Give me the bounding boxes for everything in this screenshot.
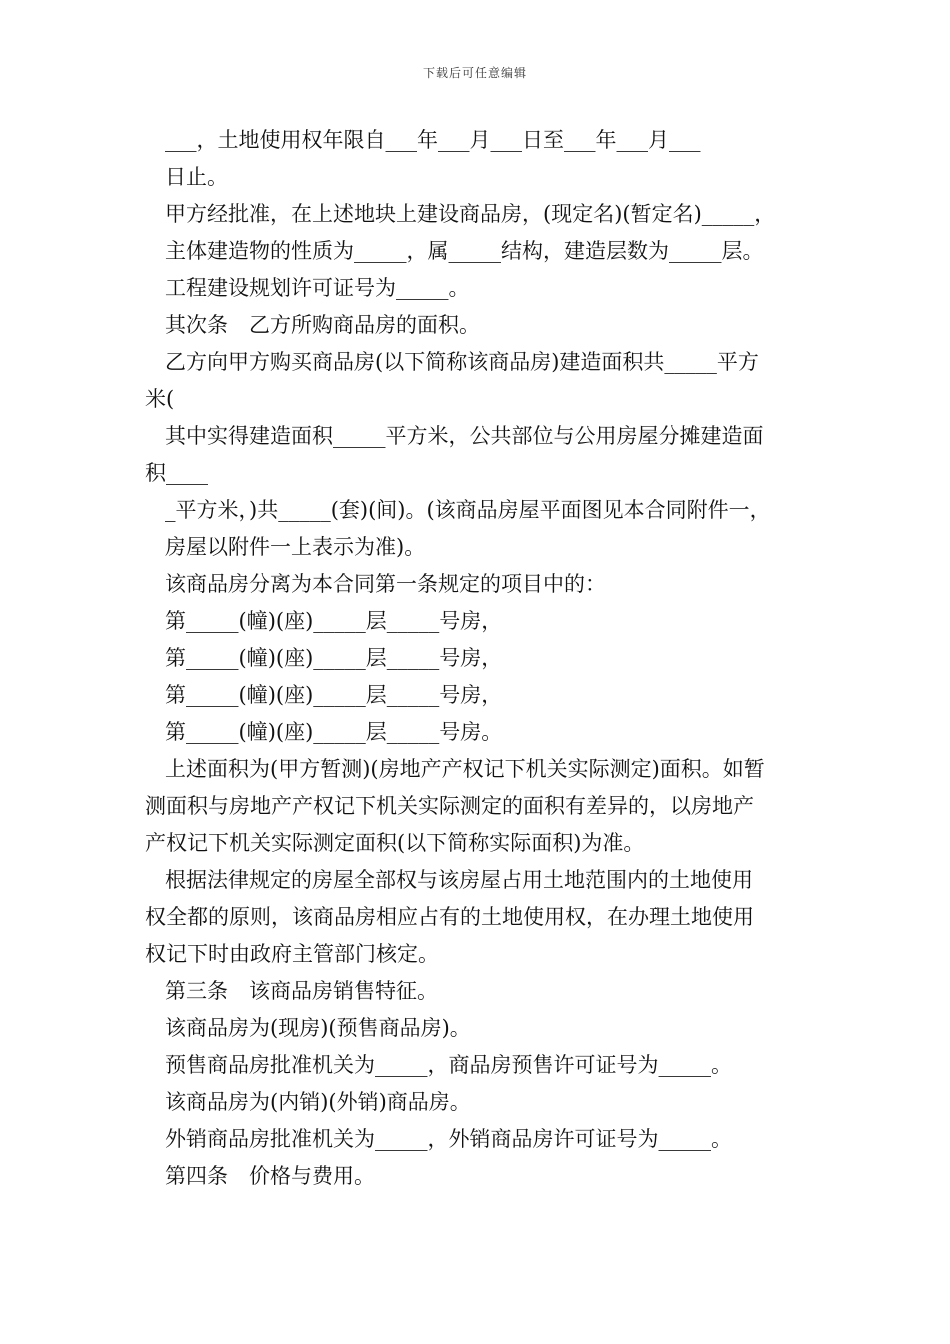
text-line: 该商品房分离为本合同第一条规定的项目中的： [165, 572, 606, 596]
text-line: 米( [145, 387, 175, 411]
text-line: 测面积与房地产产权记下机关实际测定的面积有差异的，以房地产 [145, 794, 754, 818]
text-line: 权全都的原则，该商品房相应占有的土地使用权，在办理土地使用 [145, 905, 754, 929]
text-line: 外销商品房批准机关为_____，外销商品房许可证号为_____。 [165, 1127, 732, 1151]
text-line: 甲方经批准，在上述地块上建设商品房，(现定名)(暂定名)_____， [165, 202, 776, 226]
text-line: 房屋以附件一上表示为准)。 [165, 535, 426, 559]
text-line: 其中实得建造面积_____平方米，公共部位与公用房屋分摊建造面 [165, 424, 764, 448]
unit-line: 第_____(幢)(座)_____层_____号房， [165, 609, 503, 633]
text-line: _平方米，)共_____(套)(间)。(该商品房屋平面图见本合同附件一， [165, 498, 771, 522]
unit-line: 第_____(幢)(座)_____层_____号房。 [165, 720, 503, 744]
text-line: 积____ [145, 461, 208, 485]
text-line: 日止。 [165, 165, 228, 189]
page-header: 下载后可任意编辑 [422, 66, 527, 80]
text-line: 主体建造物的性质为_____，属_____结构，建造层数为_____层。 [165, 239, 764, 263]
unit-line: 第_____(幢)(座)_____层_____号房， [165, 646, 503, 670]
text-line: 根据法律规定的房屋全部权与该房屋占用土地范围内的土地使用 [165, 868, 753, 892]
text-line: ___，土地使用权年限自___年___月___日至___年___月___ [165, 128, 701, 152]
text-line: 产权记下机关实际测定面积(以下简称实际面积)为准。 [145, 831, 645, 855]
text-line: 工程建设规划许可证号为_____。 [165, 276, 470, 300]
text-line: 该商品房为(现房)(预售商品房)。 [165, 1016, 471, 1040]
unit-line: 第_____(幢)(座)_____层_____号房， [165, 683, 503, 707]
text-line: 预售商品房批准机关为_____，商品房预售许可证号为_____。 [165, 1053, 732, 1077]
text-line: 权记下时由政府主管部门核定。 [145, 942, 439, 966]
text-line: 该商品房为(内销)(外销)商品房。 [165, 1090, 471, 1114]
text-line: 上述面积为(甲方暂测)(房地产产权记下机关实际测定)面积。如暂 [165, 757, 765, 781]
section-heading: 第四条 价格与费用。 [165, 1164, 375, 1188]
text-line: 乙方向甲方购买商品房(以下简称该商品房)建造面积共_____平方 [165, 350, 759, 374]
section-heading: 其次条 乙方所购商品房的面积。 [165, 313, 480, 337]
contract-body [145, 122, 810, 1195]
section-heading: 第三条 该商品房销售特征。 [165, 979, 438, 1003]
